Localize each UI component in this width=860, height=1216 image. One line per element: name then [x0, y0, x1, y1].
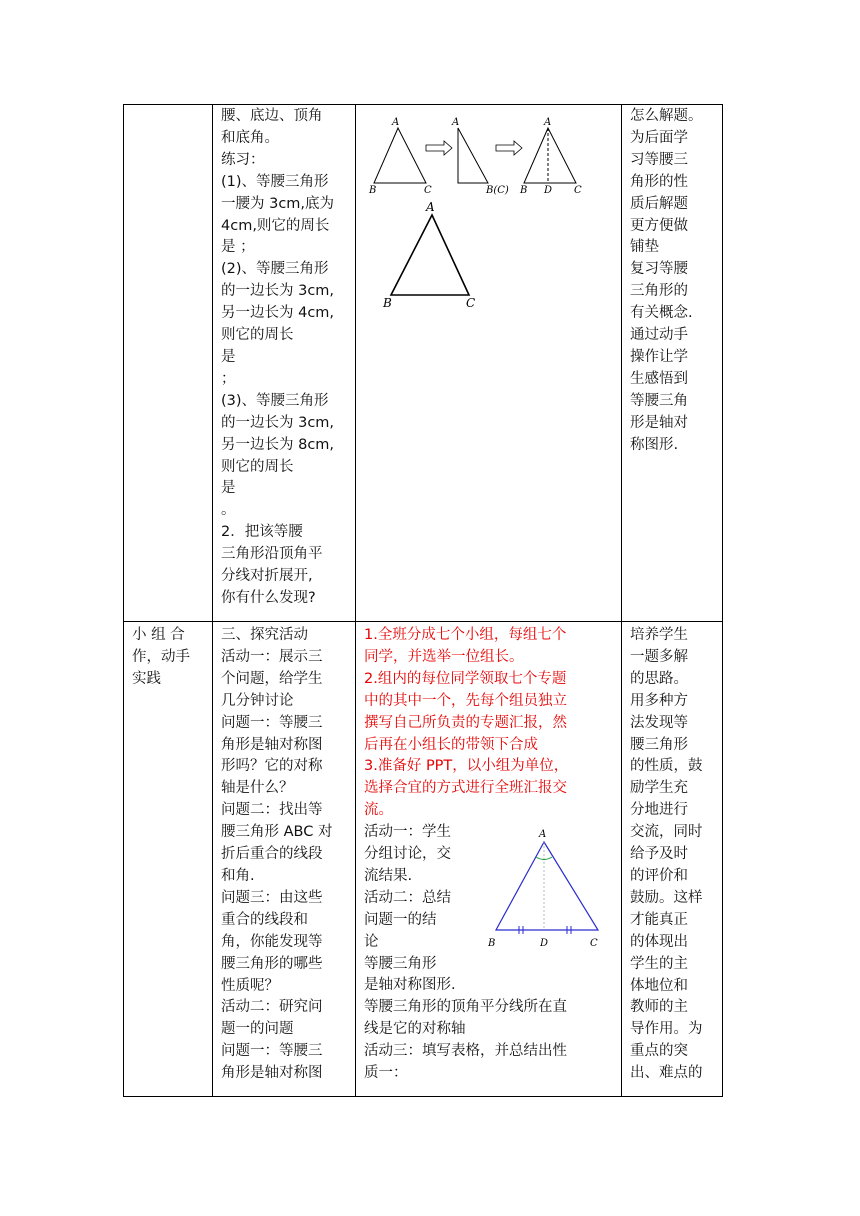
label-c: C: [590, 938, 598, 950]
text-line: 小 组 合: [132, 627, 185, 643]
text-line: 培养学生: [630, 627, 688, 643]
text-line: 的思路。: [630, 670, 688, 687]
text-line: 3.准备好 PPT，以小组为单位，: [364, 758, 569, 775]
text-line: 活动三：填写表格，并总结出性: [364, 1042, 567, 1059]
text-line: 活动二：研究问: [221, 999, 323, 1016]
text-line: 题一的问题: [221, 1021, 294, 1038]
text-line: 分组讨论，交: [364, 846, 451, 863]
text-line: 出、难点的: [630, 1065, 703, 1082]
text-line: 一腰为 3cm,底为: [221, 195, 335, 212]
text-line: 生感悟到: [630, 370, 688, 387]
text-line: 是 ；: [221, 239, 255, 256]
text-line: 轴是什么？: [221, 780, 294, 797]
text-line: 则它的周长: [221, 458, 294, 475]
text-line: 腰三角形 ABC 对: [221, 824, 333, 841]
text-line: 的性质，鼓: [630, 758, 703, 775]
text-line: 问题一的结: [364, 911, 437, 928]
text-line: 操作让学: [630, 348, 688, 365]
text-line: 流。: [364, 802, 393, 819]
text-line: 形是轴对: [630, 414, 688, 431]
arrow-right-icon: [426, 141, 452, 155]
arrow-right-icon: [496, 141, 522, 155]
text-line: 等腰三角: [630, 392, 688, 409]
text-line: 交流，同时: [630, 824, 703, 841]
text-line: 则它的周长: [221, 327, 294, 344]
text-line: 教师的主: [630, 999, 688, 1016]
text-line: 分线对折展开,: [221, 568, 313, 585]
fig3-label-b: B: [520, 185, 528, 196]
text-line: 折后重合的线段: [221, 846, 323, 863]
text-line: 个问题，给学生: [221, 670, 323, 687]
label-d: D: [540, 938, 549, 950]
text-line: 性质呢？: [221, 977, 279, 994]
text-line: 线是它的对称轴: [364, 1020, 466, 1037]
column-divider-2: [355, 105, 356, 1096]
text-line: 等腰三角形的顶角平分线所在直: [364, 999, 567, 1016]
fig3-label-a: A: [544, 117, 552, 128]
text-line: 铺垫: [630, 239, 659, 256]
text-line: 法发现等: [630, 714, 688, 731]
text-line: 你有什么发现?: [221, 589, 316, 606]
text-line: 作，动手: [132, 648, 190, 665]
label-a: A: [426, 201, 435, 214]
text-line: 后再在小组长的带领下合成: [364, 736, 538, 753]
label-c: C: [466, 296, 476, 310]
row2-purpose-cell: [630, 625, 722, 1085]
lesson-plan-table: [123, 104, 723, 1097]
text-line: 几分钟讨论: [221, 692, 294, 709]
text-line: 2.组内的每位同学领取七个专题: [364, 670, 567, 687]
label-a: A: [539, 829, 547, 841]
text-line: (3)、等腰三角形: [221, 392, 329, 409]
text-line: 1.全班分成七个小组，每组七个: [364, 627, 567, 643]
text-line: 问题一：等腰三: [221, 1043, 323, 1060]
fig3-label-d: D: [544, 185, 553, 196]
text-line: 分地进行: [630, 802, 688, 819]
text-line: 才能真正: [630, 911, 688, 928]
row2-student-activity-cell: [364, 625, 619, 1085]
text-line: 练习：: [221, 151, 265, 168]
isosceles-triangle-abc: [380, 201, 490, 311]
text-line: 2．把该等腰: [221, 524, 303, 541]
text-line: 角形是轴对称图: [221, 1065, 323, 1082]
text-line: 质后解题: [630, 195, 688, 212]
text-line: 有关概念.: [630, 305, 693, 322]
text-line: ；: [221, 370, 236, 387]
text-line: 选择合宜的方式进行全班汇报交: [364, 780, 567, 797]
text-line: 称图形.: [630, 436, 679, 453]
text-line: 三、探究活动: [221, 627, 308, 643]
text-line: 复习等腰: [630, 261, 688, 278]
text-line: 腰三角形的哪些: [221, 955, 323, 972]
text-line: 。: [221, 502, 236, 519]
text-line: 重合的线段和: [221, 911, 308, 928]
text-line: 角形的性: [630, 173, 688, 190]
text-line: 等腰三角形: [364, 955, 437, 972]
text-line: 和角.: [221, 867, 255, 884]
text-line: 怎么解题。: [630, 108, 703, 124]
text-line: 问题二：找出等: [221, 802, 323, 819]
text-line: 学生的主: [630, 955, 688, 972]
text-line: 用多种方: [630, 692, 688, 709]
text-line: 活动二：总结: [364, 889, 451, 906]
text-line: 的评价和: [630, 867, 688, 884]
text-line: 另一边长为 4cm,: [221, 305, 335, 322]
text-line: 角，你能发现等: [221, 933, 323, 950]
label-b: B: [383, 296, 392, 310]
text-line: (2)、等腰三角形: [221, 261, 329, 278]
text-line: 同学，并选举一位组长。: [364, 648, 524, 665]
text-line: 体地位和: [630, 977, 688, 994]
text-line: 的一边长为 3cm,: [221, 414, 335, 431]
column-divider-1: [212, 105, 213, 1096]
text-line: 撰写自己所负责的专题汇报，然: [364, 714, 567, 731]
text-line: 腰三角形: [630, 736, 688, 753]
text-line: 角形是轴对称图: [221, 736, 323, 753]
fig1-label-b: B: [369, 185, 377, 196]
text-line: 腰、底边、顶角: [221, 108, 323, 124]
fig2-label-bc: B(C): [486, 185, 509, 196]
triangle-abd-figure: [488, 824, 606, 956]
row2-stage-cell: [132, 625, 210, 691]
column-divider-3: [621, 105, 622, 1096]
text-line: 活动一：展示三: [221, 648, 323, 665]
text-line: 活动一：学生: [364, 824, 451, 841]
text-line: 流结果.: [364, 867, 413, 884]
row2-activity-cell: [221, 625, 353, 1085]
text-line: 是: [221, 480, 236, 497]
text-line: 实践: [132, 670, 161, 687]
fig1-label-a: A: [392, 117, 400, 128]
text-line: 中的其中一个，先每个组员独立: [364, 692, 567, 709]
text-line: 另一边长为 8cm,: [221, 436, 335, 453]
text-line: 给予及时: [630, 846, 688, 863]
text-line: 更方便做: [630, 217, 688, 234]
text-line: 为后面学: [630, 129, 688, 146]
text-line: 重点的突: [630, 1043, 688, 1060]
text-line: 4cm,则它的周长: [221, 217, 330, 234]
fig1-label-c: C: [424, 185, 432, 196]
text-line: 和底角。: [221, 129, 279, 146]
text-line: 的一边长为 3cm,: [221, 283, 335, 300]
row1-activity-cell: [221, 106, 353, 610]
text-line: 通过动手: [630, 327, 688, 344]
text-line: 质一：: [364, 1064, 408, 1081]
text-line: 问题一：等腰三: [221, 714, 323, 731]
text-line: 是轴对称图形.: [364, 977, 456, 994]
text-line: 导作用。为: [630, 1021, 703, 1038]
text-line: 形吗？它的对称: [221, 758, 323, 775]
text-line: 问题三：由这些: [221, 889, 323, 906]
triangle-fold-figure: [368, 113, 598, 199]
text-line: 论: [364, 933, 379, 950]
text-line: 一题多解: [630, 648, 688, 665]
fig3-label-c: C: [574, 185, 582, 196]
row-divider: [124, 621, 722, 622]
text-line: (1)、等腰三角形: [221, 173, 329, 190]
text-line: 三角形沿顶角平: [221, 546, 323, 563]
text-line: 的体现出: [630, 933, 688, 950]
text-line: 三角形的: [630, 283, 688, 300]
text-line: 是: [221, 348, 236, 365]
text-line: 鼓励。这样: [630, 889, 703, 906]
text-line: 习等腰三: [630, 151, 688, 168]
row1-purpose-cell: [630, 106, 722, 457]
fig2-label-a: A: [452, 117, 460, 128]
text-line: 励学生充: [630, 780, 688, 797]
label-b: B: [488, 938, 496, 950]
